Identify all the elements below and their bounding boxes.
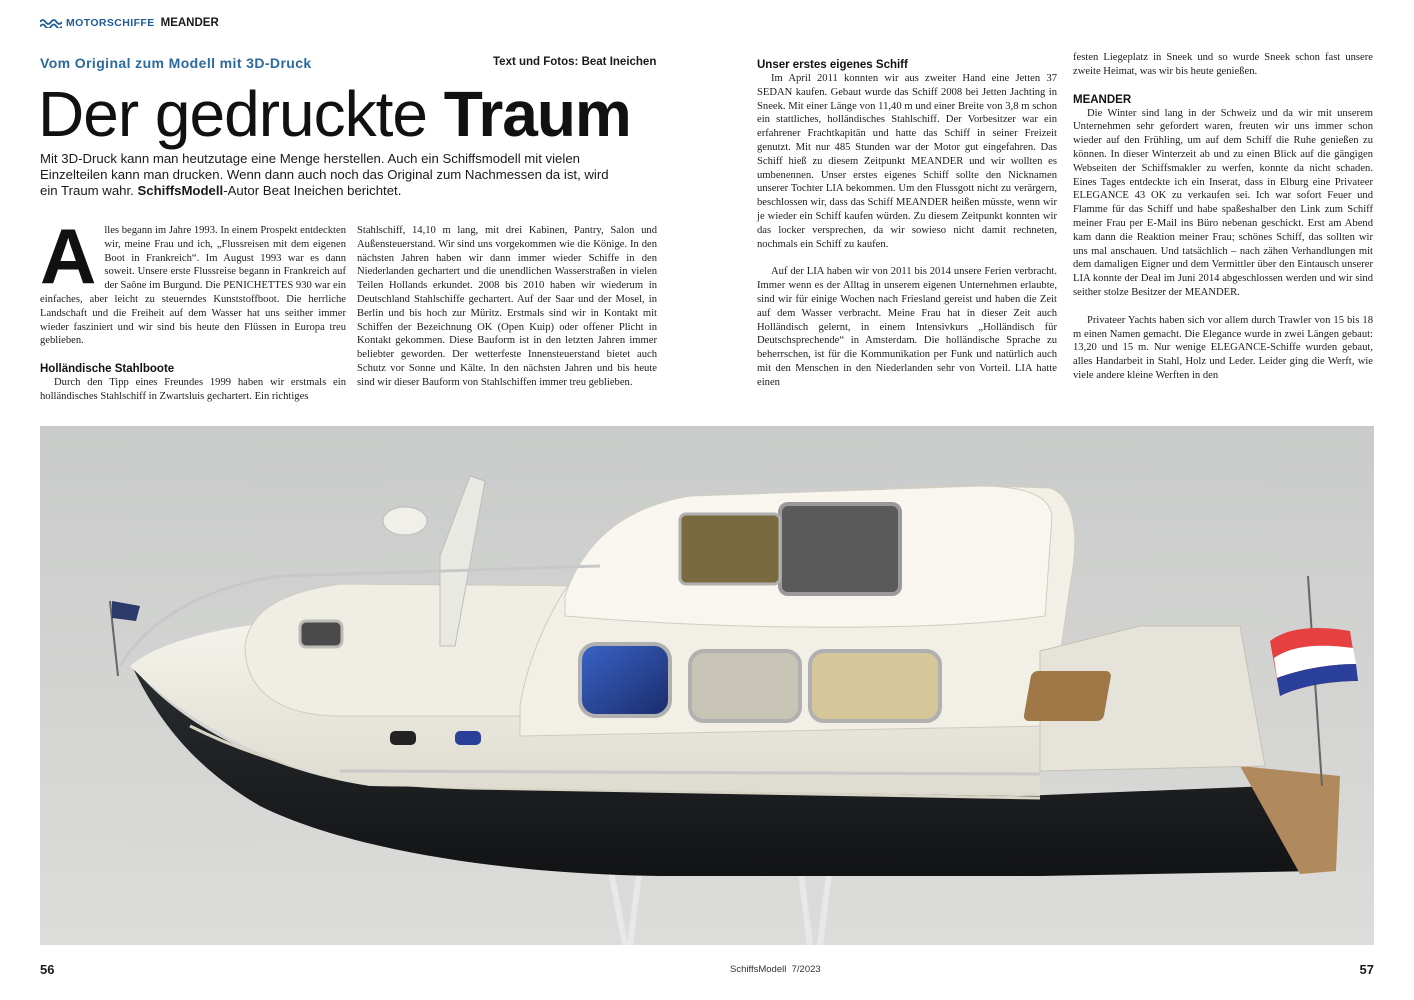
paragraph-gap xyxy=(1073,79,1373,93)
paragraph-5: Auf der LIA haben wir von 2011 bis 2014 unsere Ferien verbracht. Immer wenn es der Alltag in unserem eigenen Unternehmen erlaubte, sind wir für einige Wochen nach Friesland gereist und haben die Zeit auf dem Wasser verbracht. Meine Frau hat in dieser Zeit auch Holländisch gelernt, in einem Intensivkurs „Holländisch für Deutschsprechende“ in Amsterdam. Die holländische Sprache zu beherrschen, ist für die Kommunikation per Funk und natürlich auch mit den Menschen in den Niederlanden sehr von Vorteil. LIA hatte einen xyxy=(757,266,1057,388)
paragraph-7: Die Winter sind lang in der Schweiz und da wir mit unserem Unternehmen sehr gefordert waren, freuten wir uns immer schon wieder auf den Frühling, um auf dem Schiff die Ruhe genießen zu können. In dieser Winterzeit ab und zu einen Blick auf die gängigen Webseiten der Schiffsmakler zu werfen, konnte da nicht schaden. Eines Tages entdeckte ich ein Inserat, dass in Elburg eine Privateer ELEGANCE 43 OK zu verkaufen sei. Ich war sofort Feuer und Flamme für das Schiff und habe spaßeshalber den Link zum Schiff meiner Frau per E-Mail ins Büro nebenan geschickt. Erst am Abend kam dann die Reaktion meiner Frau; schönes Schiff, das sollten wir uns mal anschauen. Und tatsächlich – nach zähen Verhandlungen mit dem damaligen Eigner und dem Vermittler über den Eintausch unserer LIA konnte der Deal im Juni 2014 abgeschlossen werden und wir sind seither stolze Besitzer der MEANDER. xyxy=(1073,107,1373,298)
article-headline xyxy=(38,74,631,154)
intro-text-after: -Autor Beat Ineichen berichtet. xyxy=(223,183,402,198)
headline-normal-part: Der gedruckte xyxy=(38,78,444,150)
paragraph-gap xyxy=(757,251,1057,265)
paragraph-2: Durch den Tipp eines Freundes 1999 haben wir erstmals ein holländisches Stahlschiff in Zwartsluis gechartert. Ein richtiges xyxy=(40,377,346,402)
article-intro xyxy=(40,151,612,199)
subheading-meander: MEANDER xyxy=(1073,93,1132,106)
porthole-2-icon xyxy=(455,731,481,745)
boat-model-photo xyxy=(40,426,1374,945)
section-topic: MEANDER xyxy=(160,17,219,29)
subheading-stahlboote: Holländische Stahlboote xyxy=(40,363,175,376)
window-3-icon xyxy=(810,651,940,721)
intro-text-before: Mit 3D-Druck kann man heutzutage eine Menge herstellen. Auch ein Schiffsmodell mit vielen Einzelteilen kann man drucken. Wenn dann auch noch das Original zum Nachmessen da ist, wird ein Traum wahr. xyxy=(40,151,609,198)
paragraph-1: lles begann im Jahre 1993. In einem Prospekt entdeckten wir, meine Frau und ich, „Flussreisen mit dem eigenen Boot in Frankreich“. Im August 1993 war es dann soweit. Unsere erste Flussreise begann in Frankreich auf der Saône im Burgund. Die PENICHETTES 930 war ein einfaches, aber leicht zu steuerndes Kunststoffboot. Die herrliche Landschaft und die Freiheit auf dem Wasser hat uns seither immer wieder fasziniert und wir sind bis heute den Flüssen in Europa treu geblieben. xyxy=(40,225,346,347)
section-header xyxy=(40,14,219,32)
hatch-icon xyxy=(300,621,342,647)
paragraph-gap xyxy=(40,348,346,362)
paragraph-4: Im April 2011 konnten wir aus zweiter Hand eine Jetten 37 SEDAN kaufen. Gebaut wurde das Schiff 2008 bei Jetten Jachting in Sneek. Mit einer Länge von 11,40 m und einer Breite von 3,8 m schon ein stattliches, holländisches Stahlschiff. Der Vorbesitzer war ein erfahrener Frachtkapitän und hatte das Schiff in seiner Freizeit genutzt. Mit nur 485 Stunden war der Motor gut eingefahren. Das Schiff hieß zu diesem Zeitpunkt MEANDER und wir wollten es umbenennen. Unser erstes eigenes Schiff sollte den Nicknamen unserer Tochter LIA bekommen. Um den Flussgott nicht zu verärgern, beschlossen wir, dass das Schiff MEANDER heißen müsste, wenn wir je wieder ein Schiff kaufen würden. Zu diesem Zeitpunkt konnten wir das locker versprechen, da wir sowieso nicht damit rechneten, nochmals ein Schiff zu kaufen. xyxy=(757,73,1057,250)
text-column-3 xyxy=(757,58,1057,390)
text-column-4 xyxy=(1073,51,1373,383)
intro-brand: SchiffsModell xyxy=(137,183,224,198)
paragraph-8: Privateer Yachts haben sich vor allem durch Trawler von 15 bis 18 m einen Namen gemacht. Die Elegance wurde in zwei Längen gebaut: 13,20 und 15 m. Nur wenige ELEGANCE-Schiffe wurden gebaut, alles Handarbeit in Stahl, Holz und Leder. Leider ging die Werft, wie viele andere kleine Werften in den xyxy=(1073,314,1373,381)
paragraph-6: festen Liegeplatz in Sneek und so wurde Sneek schon fast unsere zweite Heimat, was wir bis heute genießen. xyxy=(1073,52,1373,77)
drop-cap: A xyxy=(40,212,97,300)
window-1-icon xyxy=(580,644,670,716)
article-kicker: Vom Original zum Modell mit 3D-Druck xyxy=(40,55,312,71)
section-label: MOTORSCHIFFE xyxy=(66,17,155,29)
waves-icon xyxy=(40,18,62,28)
text-column-2 xyxy=(357,224,657,390)
paragraph-3: Stahlschiff, 14,10 m lang, mit drei Kabinen, Pantry, Salon und Außensteuerstand. Wir sind uns vorgekommen wie die Könige. In den nächsten Jahren haben wir dann immer wieder Schiffe in den Niederlanden gechartert und die unendlichen Wasserstraßen in vielen Teilen Hollands erkundet. 2008 bis 2010 haben wir wiederum in Deutschland Stahlschiffe gechartert. Auf der Saar und der Mosel, in Berlin und bis hoch zur Müritz. Erstmals sind wir in Kontakt mit Schiffen der Bezeichnung OK (Open Kuip) oder offener Plicht in Kontakt gekommen. Diese Bauform ist in den letzten Jahren immer beliebter geworden. Der wetterfeste Innensteuerstand bietet auch Schutz vor Sonne und Kälte. In den nächsten Jahren und bis heute sind wir dieser Bauform von Stahlschiffen immer treu geblieben. xyxy=(357,225,657,388)
subheading-erstes-schiff: Unser erstes eigenes Schiff xyxy=(757,59,908,71)
skylight-icon xyxy=(780,504,900,594)
magazine-name: SchiffsModell xyxy=(730,964,787,975)
text-column-1 xyxy=(40,212,346,404)
sunroof-icon xyxy=(680,514,780,584)
issue-number: 7/2023 xyxy=(791,964,821,975)
paragraph-gap xyxy=(1073,300,1373,314)
page-number-left: 56 xyxy=(40,962,55,977)
magazine-footer xyxy=(730,964,821,975)
window-2-icon xyxy=(690,651,800,721)
author-credit: Text und Fotos: Beat Ineichen xyxy=(493,56,657,68)
porthole-1-icon xyxy=(390,731,416,745)
radar-icon xyxy=(383,507,427,535)
page-number-right: 57 xyxy=(1359,962,1374,977)
headline-bold-part: Traum xyxy=(443,78,631,150)
cockpit-table-icon xyxy=(1023,671,1112,721)
